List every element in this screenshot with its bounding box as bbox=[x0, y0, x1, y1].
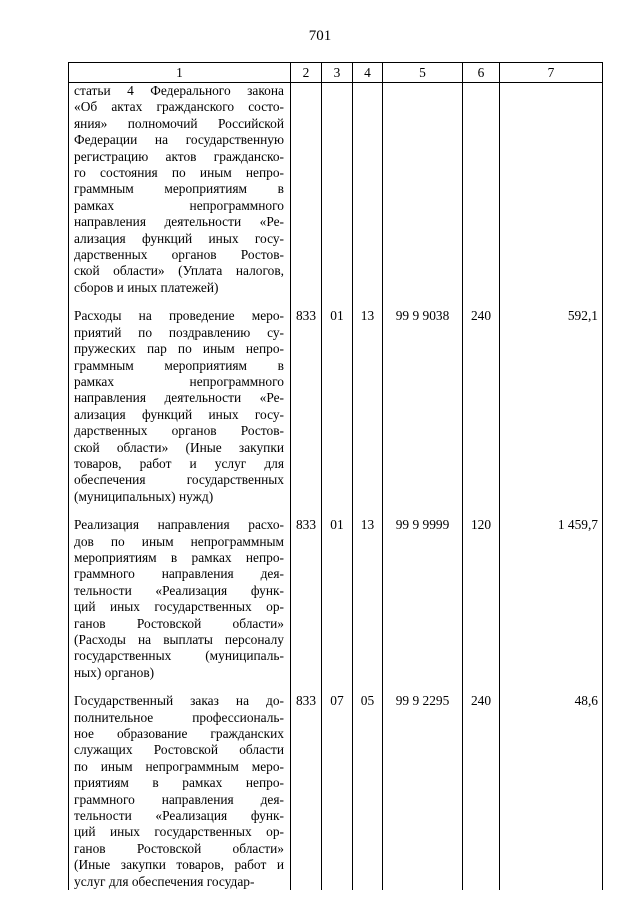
column-header-7: 7 bbox=[500, 63, 603, 83]
description-line: приятиям в рамках непро- bbox=[74, 775, 284, 791]
column-header-5: 5 bbox=[383, 63, 463, 83]
cell-c7: 1 459,7 bbox=[500, 517, 603, 681]
spacer-cell bbox=[383, 505, 463, 517]
description-line: Федерации на государственную bbox=[74, 132, 284, 148]
cell-c7: 48,6 bbox=[500, 693, 603, 890]
column-header-2: 2 bbox=[291, 63, 322, 83]
spacer-cell bbox=[69, 681, 291, 693]
cell-c3: 07 bbox=[322, 693, 353, 890]
spacer-cell bbox=[500, 505, 603, 517]
description-line: статьи 4 Федерального закона bbox=[74, 83, 284, 98]
spacer-cell bbox=[291, 505, 322, 517]
column-header-6: 6 bbox=[463, 63, 500, 83]
description-line: направления деятельности «Ре- bbox=[74, 390, 284, 406]
description-line: ализация функций иных госу- bbox=[74, 406, 284, 422]
description-line: регистрацию актов гражданско- bbox=[74, 148, 284, 164]
cell-c5: 99 9 9999 bbox=[383, 517, 463, 681]
description-line: граммного направления дея- bbox=[74, 791, 284, 807]
spacer-cell bbox=[383, 296, 463, 308]
row-spacer bbox=[69, 296, 603, 308]
cell-c5: 99 9 2295 bbox=[383, 693, 463, 890]
spacer-cell bbox=[463, 296, 500, 308]
budget-table bbox=[68, 62, 603, 890]
description-line: тельности «Реализация функ- bbox=[74, 808, 284, 824]
description-line: Реализация направления расхо- bbox=[74, 517, 284, 533]
cell-c2: 833 bbox=[291, 693, 322, 890]
description-line: (муниципальных) нужд) bbox=[74, 488, 214, 504]
description-line: ное образование гражданских bbox=[74, 726, 284, 742]
cell-c2: 833 bbox=[291, 308, 322, 505]
description-line: (Иные закупки товаров, работ и bbox=[74, 857, 284, 873]
table-row bbox=[69, 693, 603, 890]
description-line: мероприятиям в рамках непро- bbox=[74, 549, 284, 565]
spacer-cell bbox=[322, 681, 353, 693]
description-line: по иным непрограммным меро- bbox=[74, 758, 284, 774]
cell-c7 bbox=[500, 83, 603, 297]
description-line: дов по иным непрограммным bbox=[74, 533, 284, 549]
table-body bbox=[69, 83, 603, 891]
page-number: 701 bbox=[308, 28, 332, 44]
spacer-cell bbox=[353, 505, 383, 517]
column-header-3: 3 bbox=[322, 63, 353, 83]
description-line: Расходы на проведение меро- bbox=[74, 308, 284, 324]
description-line: рамках непрограммного bbox=[74, 373, 284, 389]
description-line: пружеских пар по иным непро- bbox=[74, 341, 284, 357]
description-line: полнительное профессиональ- bbox=[74, 709, 284, 725]
description-line: товаров, работ и услуг для bbox=[74, 455, 284, 471]
description-line: ций иных государственных ор- bbox=[74, 824, 284, 840]
cell-c5 bbox=[383, 83, 463, 297]
table-row bbox=[69, 517, 603, 681]
description-line: тельности «Реализация функ- bbox=[74, 582, 284, 598]
cell-c4: 05 bbox=[353, 693, 383, 890]
row-description bbox=[69, 83, 291, 297]
cell-c4: 13 bbox=[353, 308, 383, 505]
cell-c3 bbox=[322, 83, 353, 297]
description-line: государственных (муниципаль- bbox=[74, 648, 284, 664]
description-line: граммным мероприятиям в bbox=[74, 357, 284, 373]
description-line: рамках непрограммного bbox=[74, 197, 284, 213]
description-line: направления деятельности «Ре- bbox=[74, 214, 284, 230]
cell-c2: 833 bbox=[291, 517, 322, 681]
spacer-cell bbox=[383, 681, 463, 693]
description-line: граммным мероприятиям в bbox=[74, 181, 284, 197]
description-line: ганов Ростовской области» bbox=[74, 615, 284, 631]
spacer-cell bbox=[500, 681, 603, 693]
row-description bbox=[69, 308, 291, 505]
description-line: дарственных органов Ростов- bbox=[74, 247, 284, 263]
spacer-cell bbox=[322, 296, 353, 308]
row-description bbox=[69, 517, 291, 681]
cell-c6: 240 bbox=[463, 693, 500, 890]
spacer-cell bbox=[291, 681, 322, 693]
description-line: служащих Ростовской области bbox=[74, 742, 284, 758]
cell-c4 bbox=[353, 83, 383, 297]
table-row bbox=[69, 83, 603, 297]
spacer-cell bbox=[69, 505, 291, 517]
cell-c5: 99 9 9038 bbox=[383, 308, 463, 505]
description-line: «Об актах гражданского состо- bbox=[74, 99, 284, 115]
description-line: ций иных государственных ор- bbox=[74, 599, 284, 615]
description-line: ской области» (Уплата налогов, bbox=[74, 263, 284, 279]
cell-c3: 01 bbox=[322, 517, 353, 681]
description-line: граммного направления дея- bbox=[74, 566, 284, 582]
row-spacer bbox=[69, 505, 603, 517]
description-line: дарственных органов Ростов- bbox=[74, 423, 284, 439]
description-line: обеспечения государственных bbox=[74, 472, 284, 488]
description-line: сборов и иных платежей) bbox=[74, 279, 219, 295]
spacer-cell bbox=[69, 296, 291, 308]
description-line: приятий по поздравлению су- bbox=[74, 324, 284, 340]
spacer-cell bbox=[322, 505, 353, 517]
row-spacer bbox=[69, 681, 603, 693]
description-line: ных) органов) bbox=[74, 664, 155, 680]
description-line: ганов Ростовской области» bbox=[74, 840, 284, 856]
cell-c6 bbox=[463, 83, 500, 297]
cell-c6: 120 bbox=[463, 517, 500, 681]
spacer-cell bbox=[291, 296, 322, 308]
cell-c3: 01 bbox=[322, 308, 353, 505]
spacer-cell bbox=[353, 681, 383, 693]
spacer-cell bbox=[353, 296, 383, 308]
description-line: услуг для обеспечения государ- bbox=[74, 873, 255, 889]
cell-c4: 13 bbox=[353, 517, 383, 681]
description-line: (Расходы на выплаты персоналу bbox=[74, 632, 284, 647]
cell-c6: 240 bbox=[463, 308, 500, 505]
description-line: ализация функций иных госу- bbox=[74, 230, 284, 246]
spacer-cell bbox=[463, 681, 500, 693]
table-header-row bbox=[69, 63, 603, 83]
table-row bbox=[69, 308, 603, 505]
spacer-cell bbox=[500, 296, 603, 308]
cell-c7: 592,1 bbox=[500, 308, 603, 505]
column-header-4: 4 bbox=[353, 63, 383, 83]
description-line: Государственный заказ на до- bbox=[74, 693, 284, 709]
cell-c2 bbox=[291, 83, 322, 297]
column-header-1: 1 bbox=[69, 63, 291, 83]
description-line: яния» полномочий Российской bbox=[74, 115, 284, 131]
row-description bbox=[69, 693, 291, 890]
spacer-cell bbox=[463, 505, 500, 517]
description-line: го состояния по иным непро- bbox=[74, 165, 284, 181]
description-line: ской области» (Иные закупки bbox=[74, 439, 284, 455]
